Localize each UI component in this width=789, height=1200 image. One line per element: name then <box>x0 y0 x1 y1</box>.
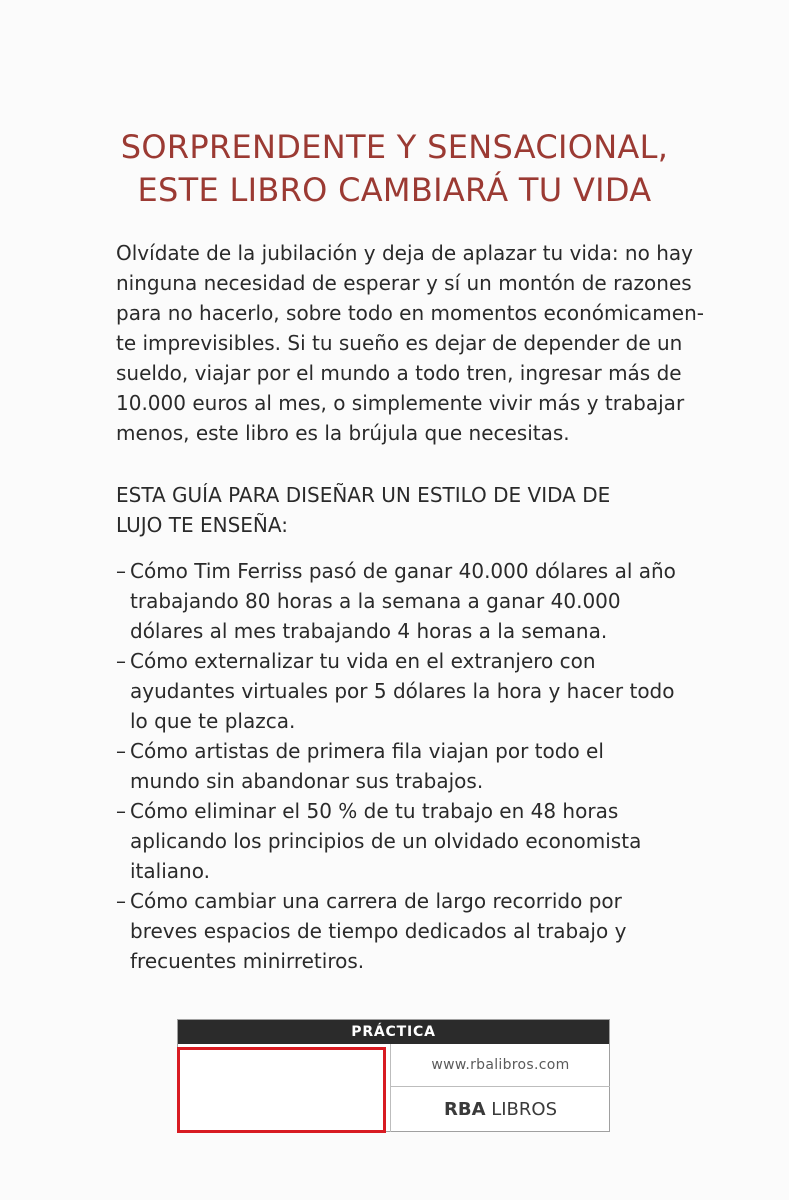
redacted-barcode-area <box>177 1047 386 1133</box>
dash-marker: – <box>116 799 126 823</box>
intro-line: para no hacerlo, sobre todo en momentos económicamen- <box>116 301 704 325</box>
publisher-name-bold: RBA <box>443 1099 486 1120</box>
intro-line: Olvídate de la jubilación y deja de aplazar tu vida: no hay <box>116 241 693 265</box>
collection-band: PRÁCTICA <box>178 1020 609 1044</box>
list-item <box>116 886 676 976</box>
list-item-text: Cómo cambiar una carrera de largo recorrido por breves espacios de tiempo dedicados al trabajo y frecuentes minirretiros. <box>130 889 627 973</box>
list-item-text: Cómo Tim Ferriss pasó de ganar 40.000 dólares al año trabajando 80 horas a la semana a ganar 40.000 dólares al mes trabajando 4 horas a la semana. <box>130 559 676 643</box>
publisher-logo <box>391 1087 610 1132</box>
guide-heading-line-2: LUJO TE ENSEÑA: <box>116 513 288 537</box>
dash-marker: – <box>116 889 126 913</box>
intro-paragraph <box>116 238 704 448</box>
list-item <box>116 646 676 736</box>
intro-line: sueldo, viajar por el mundo a todo tren, ingresar más de <box>116 361 682 385</box>
list-item <box>116 796 676 886</box>
intro-line: ninguna necesidad de esperar y sí un montón de razones <box>116 271 692 295</box>
guide-heading-line-1: ESTA GUÍA PARA DISEÑAR UN ESTILO DE VIDA DE <box>116 483 611 507</box>
headline-line-2: ESTE LIBRO CAMBIARÁ TU VIDA <box>137 171 652 209</box>
intro-line: 10.000 euros al mes, o simplemente vivir más y trabajar <box>116 391 685 415</box>
list-item <box>116 556 676 646</box>
intro-line: te imprevisibles. Si tu sueño es dejar de depender de un <box>116 331 683 355</box>
dash-marker: – <box>116 739 126 763</box>
guide-heading <box>116 480 676 540</box>
publisher-info <box>390 1044 610 1132</box>
headline-line-1: SORPRENDENTE Y SENSACIONAL, <box>120 128 669 166</box>
list-item-text: Cómo eliminar el 50 % de tu trabajo en 48 horas aplicando los principios de un olvidado economista italiano. <box>130 799 642 883</box>
list-item <box>116 736 676 796</box>
list-item-text: Cómo artistas de primera fila viajan por todo el mundo sin abandonar sus trabajos. <box>130 739 604 793</box>
headline <box>0 126 789 212</box>
list-item-text: Cómo externalizar tu vida en el extranjero con ayudantes virtuales por 5 dólares la hora y hacer todo lo que te plazca. <box>130 649 675 733</box>
bullet-list <box>116 556 676 976</box>
intro-line: menos, este libro es la brújula que necesitas. <box>116 421 570 445</box>
publisher-name-rest: LIBROS <box>485 1099 558 1120</box>
dash-marker: – <box>116 559 126 583</box>
publisher-footer <box>177 1019 610 1132</box>
website-link[interactable]: www.rbalibros.com <box>391 1044 610 1087</box>
dash-marker: – <box>116 649 126 673</box>
